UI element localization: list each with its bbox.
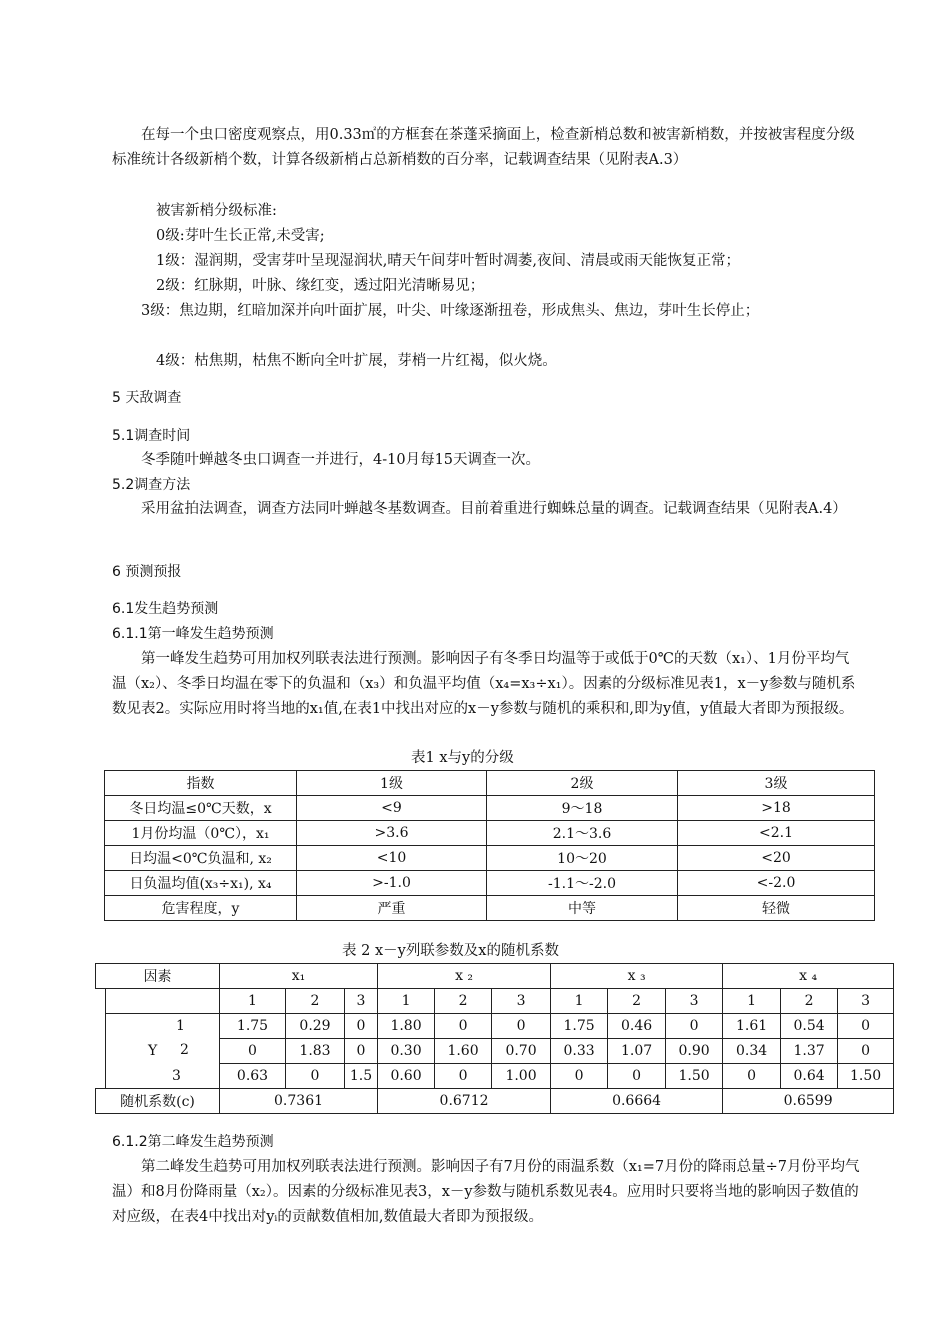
section-6-1-1-heading: 6.1.1第一峰发生趋势预测 <box>112 626 274 642</box>
table1-header-cell: 2级 <box>487 771 678 796</box>
table1-caption: 表1 x与y的分级 <box>411 750 514 766</box>
table2-level-cell: 1 <box>220 989 286 1014</box>
table2-cell: 0 <box>345 1039 378 1064</box>
table2-y-label: Y <box>148 1043 158 1059</box>
table2-cell: 1.83 <box>286 1039 345 1064</box>
section-5-1-text: 冬季随叶蝉越冬虫口调查一并进行，4-10月每15天调查一次。 <box>141 452 541 468</box>
table2-cell: 1.50 <box>838 1064 894 1089</box>
table2-cell: 1.80 <box>378 1014 435 1039</box>
table2-level-cell: 3 <box>838 989 894 1014</box>
intro-paragraph: 在每一个虫口密度观察点，用0.33㎡的方框套在茶蓬采摘面上，检查新梢总数和被害新梢数，并按被害程度分级标准统计各级新梢个数，计算各级新梢占总新梢数的百分率，记载调查结果（见附表A.3） <box>112 127 855 168</box>
table2-y-level: 3 <box>172 1068 181 1084</box>
table1-header-row <box>105 771 875 796</box>
table2 <box>95 963 894 1114</box>
table1-header-cell: 指数 <box>105 771 297 796</box>
table-row <box>105 796 875 821</box>
table2-y-level: 2 <box>180 1042 189 1058</box>
table2-cell: 1.50 <box>666 1064 723 1089</box>
table1-cell: -1.1～-2.0 <box>487 871 678 896</box>
table2-cell: 0.46 <box>608 1014 666 1039</box>
table1-cell: >18 <box>678 796 875 821</box>
table2-y-level: 1 <box>176 1018 185 1034</box>
table-row <box>105 871 875 896</box>
table2-coef-x1: 0.7361 <box>220 1089 378 1114</box>
table2-cell: 1.75 <box>551 1014 608 1039</box>
table2-level-cell: 1 <box>551 989 608 1014</box>
table1 <box>104 770 875 921</box>
table2-level-cell: 1 <box>723 989 781 1014</box>
table1-cell: >-1.0 <box>297 871 487 896</box>
table2-level-cell: 1 <box>378 989 435 1014</box>
table1-cell: >3.6 <box>297 821 487 846</box>
table2-factor-row <box>96 964 894 989</box>
table-row <box>96 1014 894 1039</box>
table2-cell: 1.75 <box>220 1014 286 1039</box>
table2-cell: 0.63 <box>220 1064 286 1089</box>
table1-header-cell: 3级 <box>678 771 875 796</box>
table2-factor-x4: x ₄ <box>723 964 894 989</box>
table1-cell: <2.1 <box>678 821 875 846</box>
table2-caption: 表 2 x－y列联参数及x的随机系数 <box>342 943 559 959</box>
grade-3: 3级：焦边期，红暗加深并向叶面扩展，叶尖、叶缘逐渐扭卷，形成焦头、焦边，芽叶生长停止； <box>141 303 760 319</box>
table2-cell: 1.00 <box>492 1064 551 1089</box>
table2-level-cell: 3 <box>492 989 551 1014</box>
table1-cell: <-2.0 <box>678 871 875 896</box>
table1-cell: 9～18 <box>487 796 678 821</box>
table2-factor-x2: x ₂ <box>378 964 551 989</box>
table1-cell: <9 <box>297 796 487 821</box>
table2-cell: 0 <box>345 1014 378 1039</box>
section-5-2-text: 采用盆拍法调查，调查方法同叶蝉越冬基数调查。目前着重进行蜘蛛总量的调查。记载调查结果（见附表A.4） <box>141 501 847 517</box>
table2-cell: 0 <box>492 1014 551 1039</box>
table-row <box>105 821 875 846</box>
section-6-1-2-heading: 6.1.2第二峰发生趋势预测 <box>112 1134 274 1150</box>
table1-cell: <10 <box>297 846 487 871</box>
table1-cell: 严重 <box>297 896 487 921</box>
table2-factor-x3: x ₃ <box>551 964 723 989</box>
table2-cell: 0 <box>838 1039 894 1064</box>
table2-cell: 1.07 <box>608 1039 666 1064</box>
section-5-1-heading: 5.1调查时间 <box>112 428 191 444</box>
table2-coef-label: 随机系数(c) <box>96 1089 220 1114</box>
table2-cell: 0 <box>838 1014 894 1039</box>
table2-cell: 1.5 <box>345 1064 378 1089</box>
table2-cell: 0.64 <box>781 1064 838 1089</box>
table2-cell: 0 <box>551 1064 608 1089</box>
table2-cell: 0 <box>608 1064 666 1089</box>
table2-coef-x2: 0.6712 <box>378 1089 551 1114</box>
grade-4: 4级：枯焦期，枯焦不断向全叶扩展，芽梢一片红褐，似火烧。 <box>156 353 557 369</box>
table2-cell: 0 <box>666 1014 723 1039</box>
table1-cell: 2.1～3.6 <box>487 821 678 846</box>
table1-cell: 1月份均温（0℃），x₁ <box>105 821 297 846</box>
table1-cell: 轻微 <box>678 896 875 921</box>
section-5-2-heading: 5.2调查方法 <box>112 477 191 493</box>
table-row <box>105 896 875 921</box>
table1-cell: 冬日均温≤0℃天数，x <box>105 796 297 821</box>
table2-factor-x1: x₁ <box>220 964 378 989</box>
table2-cell: 0 <box>220 1039 286 1064</box>
section-6-1-heading: 6.1发生趋势预测 <box>112 601 219 617</box>
table2-cell: 0.70 <box>492 1039 551 1064</box>
table2-level-cell: 2 <box>608 989 666 1014</box>
table2-indent-cell <box>96 989 106 1089</box>
grade-1: 1级：湿润期，受害芽叶呈现湿润状,晴天午间芽叶暂时凋萎,夜间、清晨或雨天能恢复正常； <box>156 253 740 269</box>
table2-coef-row <box>96 1089 894 1114</box>
table2-cell: 0.30 <box>378 1039 435 1064</box>
table2-level-cell: 3 <box>345 989 378 1014</box>
table2-cell: 0 <box>286 1064 345 1089</box>
table1-cell: 10～20 <box>487 846 678 871</box>
table2-cell: 1.61 <box>723 1014 781 1039</box>
table2-level-corner <box>106 989 220 1014</box>
table2-cell: 1.37 <box>781 1039 838 1064</box>
table2-coef-x3: 0.6664 <box>551 1089 723 1114</box>
grade-0: 0级:芽叶生长正常,未受害; <box>156 228 325 244</box>
section-6-1-1-text: 第一峰发生趋势可用加权列联表法进行预测。影响因子有冬季日均温等于或低于0℃的天数（x₁）、1月份平均气温（x₂）、冬季日均温在零下的负温和（x₃）和负温平均值（x₄=x₃÷x₁）。因素的分级标准见表1，x－y参数与随机系数见表2。实际应用时将当地的x₁值,在表1中找出对应的x－y参数与随机的乘积和,即为y值，y值最大者即为预报级。 <box>112 651 856 717</box>
table2-level-cell: 3 <box>666 989 723 1014</box>
table2-cell: 0.34 <box>723 1039 781 1064</box>
grading-title: 被害新梢分级标准: <box>156 203 277 219</box>
table2-cell: 0.54 <box>781 1014 838 1039</box>
table1-header-cell: 1级 <box>297 771 487 796</box>
table2-y-label-cell <box>106 1014 220 1089</box>
table2-cell: 0.90 <box>666 1039 723 1064</box>
table2-level-cell: 2 <box>286 989 345 1014</box>
table2-cell: 0.33 <box>551 1039 608 1064</box>
table2-level-cell: 2 <box>781 989 838 1014</box>
section-6-heading: 6 预测预报 <box>112 564 182 580</box>
table2-cell: 0.29 <box>286 1014 345 1039</box>
grade-2: 2级：红脉期，叶脉、缘红变，透过阳光清晰易见； <box>156 278 485 294</box>
table2-cell: 0 <box>435 1064 492 1089</box>
table1-cell: 日负温均值(x₃÷x₁), x₄ <box>105 871 297 896</box>
section-6-1-2-text: 第二峰发生趋势可用加权列联表法进行预测。影响因子有7月份的雨温系数（x₁=7月份的降雨总量÷7月份平均气温）和8月份降雨量（x₂）。因素的分级标准见表3，x－y参数与随机系数见表4。应用时只要将当地的影响因子数值的对应级，在表4中找出对yᵢ的贡献数值相加,数值最大者即为预报级。 <box>112 1159 860 1225</box>
table1-cell: 危害程度，y <box>105 896 297 921</box>
table1-cell: 中等 <box>487 896 678 921</box>
table2-coef-x4: 0.6599 <box>723 1089 894 1114</box>
table2-cell: 0.60 <box>378 1064 435 1089</box>
table2-level-row <box>96 989 894 1014</box>
table-row <box>105 846 875 871</box>
section-5-heading: 5 天敌调查 <box>112 390 182 406</box>
table1-cell: 日均温<0℃负温和, x₂ <box>105 846 297 871</box>
table2-level-cell: 2 <box>435 989 492 1014</box>
table2-cell: 0 <box>435 1014 492 1039</box>
table2-cell: 0 <box>723 1064 781 1089</box>
table2-cell: 1.60 <box>435 1039 492 1064</box>
table2-factor-label: 因素 <box>96 964 220 989</box>
table1-cell: <20 <box>678 846 875 871</box>
